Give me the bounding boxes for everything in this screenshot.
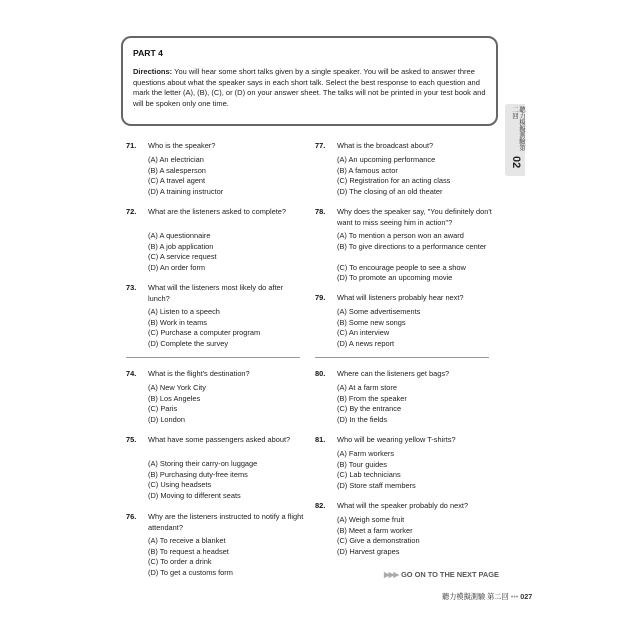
- question-number: 77.: [315, 141, 326, 150]
- arrow-right-icon: ▶▶▶: [384, 570, 399, 579]
- option-d: (D) A news report: [337, 338, 395, 348]
- option-c: (C) Give a demonstration: [337, 536, 420, 545]
- question-number: 78.: [315, 207, 326, 216]
- option-b: (B) From the speaker: [337, 393, 407, 403]
- option-c: (C) A service request: [148, 252, 217, 261]
- question-number: 82.: [315, 501, 326, 510]
- question-text: Who is the speaker?: [148, 141, 216, 150]
- directions-text: [133, 67, 488, 110]
- question-text: Who will be wearing yellow T-shirts?: [337, 435, 456, 444]
- option-a: (A) To mention a person won an award: [337, 231, 464, 240]
- question-number: 79.: [315, 293, 326, 302]
- directions-body: You will hear some short talks given by a single speaker. You will be asked to answer three questions about what the speaker says in each short talk. Select the best response to each question and mark the letter (A), (B), (C), or (D) on your answer sheet. The talks will not be printed in your test book and will be spoken only one time.: [133, 67, 486, 109]
- option-d: (D) Store staff members: [337, 480, 416, 490]
- question-number: 71.: [126, 141, 137, 150]
- question-text: What have some passengers asked about?: [148, 435, 291, 444]
- option-b: (B) Tour guides: [337, 459, 387, 469]
- option-b: (B) Work in teams: [148, 317, 207, 327]
- footer-label: 聽力模擬測驗 第二回: [442, 592, 509, 601]
- option-d: (D) To get a customs form: [148, 567, 233, 577]
- question-number: 80.: [315, 369, 326, 378]
- option-c: (C) To order a drink: [148, 557, 212, 566]
- part-title: PART 4: [133, 48, 163, 58]
- page-number: 027: [520, 592, 533, 601]
- question-number: 73.: [126, 283, 137, 292]
- option-b: (B) Purchasing duty-free items: [148, 469, 248, 479]
- option-d: (D) London: [148, 414, 185, 424]
- question-text: What is the flight's destination?: [148, 369, 250, 378]
- option-a: (A) Weigh some fruit: [337, 515, 405, 524]
- option-b: (B) A salesperson: [148, 165, 206, 175]
- question-number: 75.: [126, 435, 137, 444]
- option-b: (B) Some new songs: [337, 317, 406, 327]
- side-tab: [505, 104, 525, 176]
- option-c: (C) To encourage people to see a show: [337, 262, 466, 272]
- option-a: (A) Farm workers: [337, 449, 395, 458]
- option-c: (C) Lab technicians: [337, 470, 401, 479]
- option-c: (C) Using headsets: [148, 480, 212, 489]
- directions-box: [121, 36, 498, 126]
- question-number: 76.: [126, 512, 137, 521]
- option-a: (A) An electrician: [148, 155, 204, 164]
- option-d: (D) An order form: [148, 262, 206, 272]
- section-divider-right: [315, 357, 489, 358]
- option-d: (D) In the fields: [337, 414, 388, 424]
- option-a: (A) New York City: [148, 383, 206, 392]
- option-a: (A) At a farm store: [337, 383, 397, 392]
- question-text: What will the listeners most likely do after lunch?: [148, 283, 284, 303]
- option-b: (B) A job application: [148, 241, 214, 251]
- side-tab-number: 02: [510, 156, 522, 169]
- question-text: What will the speaker probably do next?: [337, 501, 469, 510]
- option-b: (B) Los Angeles: [148, 393, 201, 403]
- option-d: (D) To promote an upcoming movie: [337, 273, 453, 282]
- footer-dots: •••: [510, 592, 519, 601]
- question-text: Why does the speaker say, "You definitely don't want to miss seeing him in action"?: [337, 207, 492, 227]
- option-b: (B) To request a headset: [148, 546, 229, 556]
- option-b: (B) To give directions to a performance center: [337, 241, 487, 251]
- section-divider-left: [126, 357, 300, 358]
- option-b: (B) Meet a farm worker: [337, 525, 413, 535]
- option-c: (C) An interview: [337, 328, 390, 337]
- option-a: (A) A questionnaire: [148, 231, 211, 240]
- option-a: (A) Some advertisements: [337, 307, 421, 316]
- option-d: (D) Harvest grapes: [337, 546, 400, 556]
- option-d: (D) A training instructor: [148, 186, 224, 196]
- question-text: What will listeners probably hear next?: [337, 293, 464, 302]
- option-c: (C) A travel agent: [148, 176, 206, 185]
- next-page-indicator: [384, 570, 499, 579]
- option-c: (C) By the entrance: [337, 404, 402, 413]
- question-number: 72.: [126, 207, 137, 216]
- option-a: (A) Listen to a speech: [148, 307, 220, 316]
- option-d: (D) Moving to different seats: [148, 490, 241, 500]
- directions-label: Directions:: [133, 67, 173, 76]
- option-a: (A) An upcoming performance: [337, 155, 436, 164]
- option-b: (B) A famous actor: [337, 165, 398, 175]
- question-text: Why are the listeners instructed to notify a flight attendant?: [148, 512, 304, 532]
- question-text: What are the listeners asked to complete?: [148, 207, 287, 216]
- question-number: 81.: [315, 435, 326, 444]
- next-page-label: GO ON TO THE NEXT PAGE: [401, 570, 499, 579]
- question-text: Where can the listeners get bags?: [337, 369, 450, 378]
- option-d: (D) Complete the survey: [148, 338, 229, 348]
- option-a: (A) Storing their carry-on luggage: [148, 459, 258, 468]
- option-d: (D) The closing of an old theater: [337, 186, 443, 196]
- question-text: What is the broadcast about?: [337, 141, 434, 150]
- option-c: (C) Purchase a computer program: [148, 328, 261, 337]
- option-c: (C) Registration for an acting class: [337, 176, 451, 185]
- side-tab-text: 聽力模擬測驗第二回: [511, 106, 525, 151]
- option-a: (A) To receive a blanket: [148, 536, 226, 545]
- page-footer: [442, 592, 532, 602]
- option-c: (C) Paris: [148, 404, 178, 413]
- question-number: 74.: [126, 369, 137, 378]
